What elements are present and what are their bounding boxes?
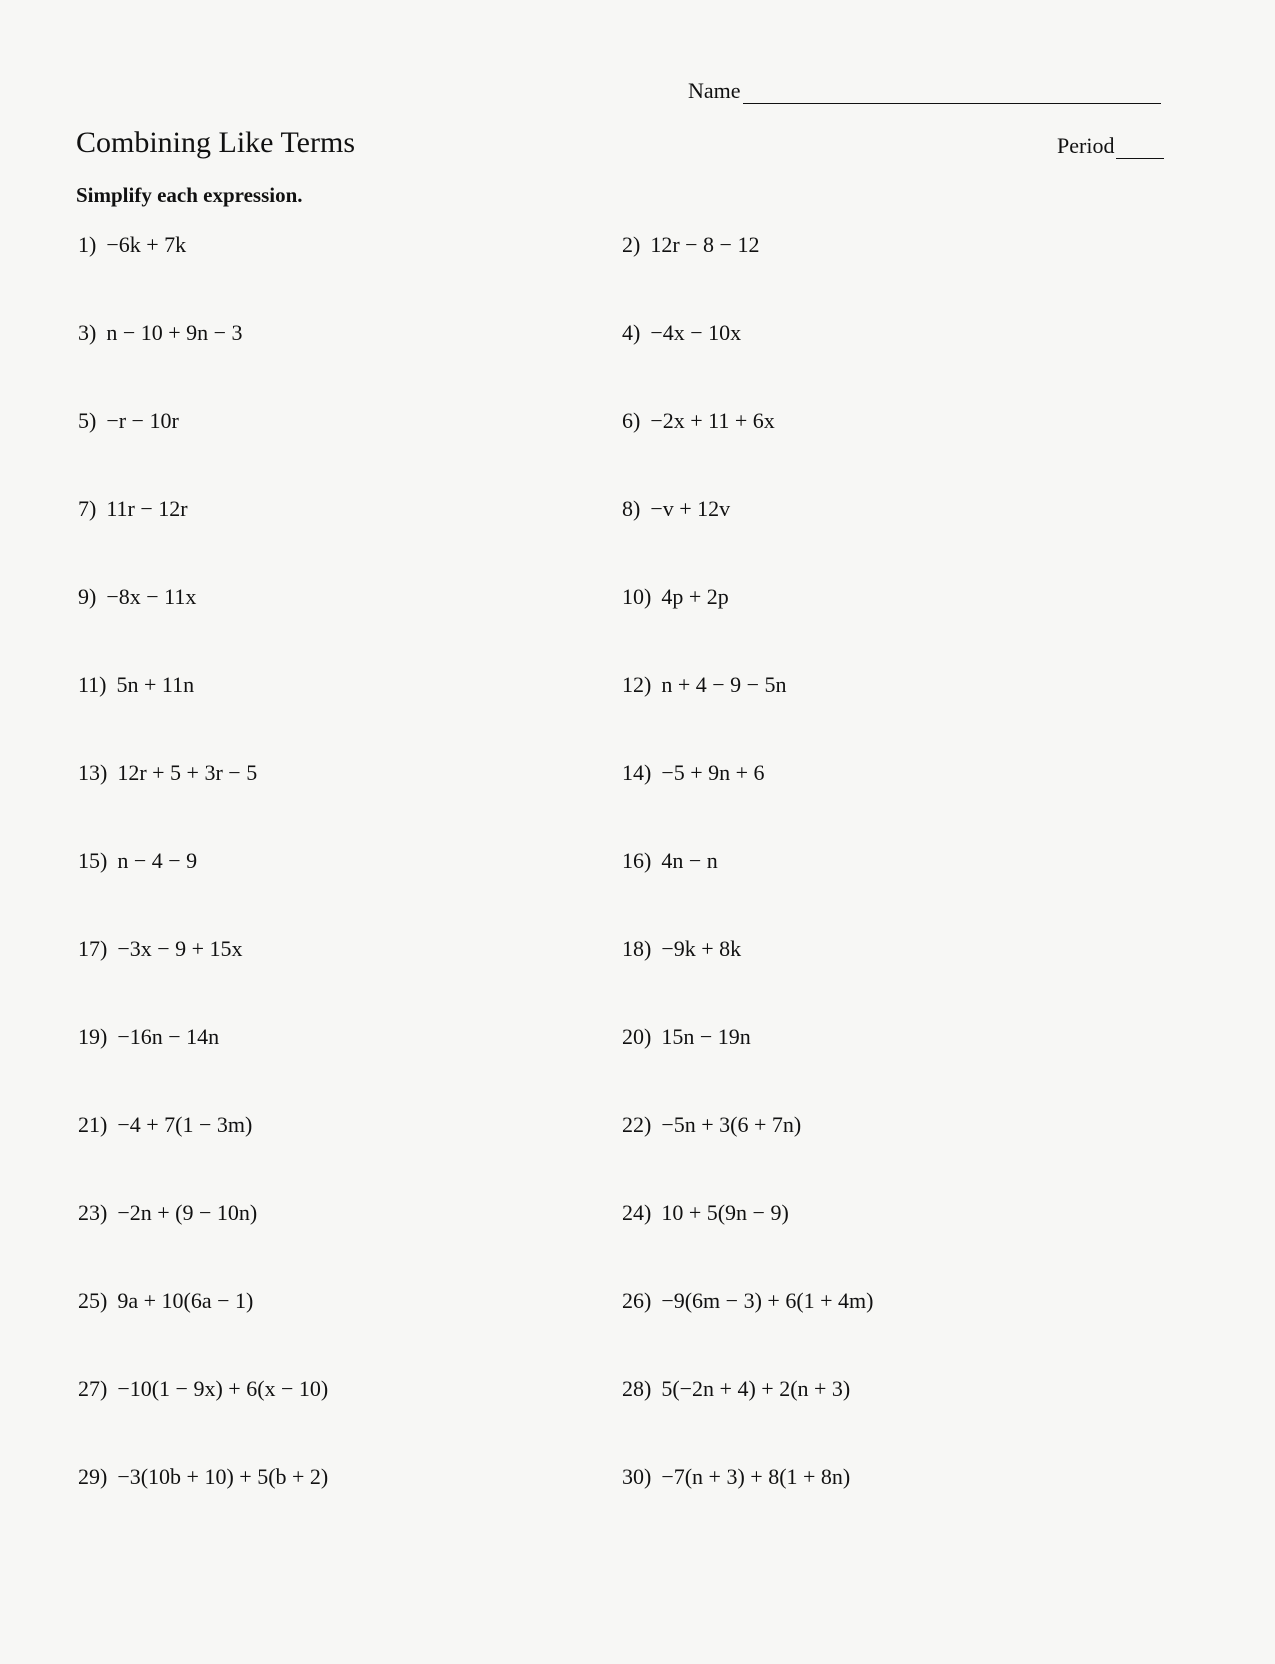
problem-item	[78, 1288, 253, 1314]
problem-expression: 10 + 5(9n − 9)	[661, 1200, 789, 1225]
problem-expression: 4p + 2p	[661, 584, 729, 609]
problem-item	[78, 584, 196, 610]
problem-number: 11)	[78, 672, 107, 697]
name-label: Name	[688, 78, 741, 103]
problem-number: 27)	[78, 1376, 108, 1401]
problem-number: 25)	[78, 1288, 108, 1313]
problem-expression: −2n + (9 − 10n)	[117, 1200, 258, 1225]
problem-expression: −16n − 14n	[117, 1024, 220, 1049]
problem-number: 13)	[78, 760, 108, 785]
problem-expression: −9(6m − 3) + 6(1 + 4m)	[661, 1288, 874, 1313]
problem-item	[78, 672, 194, 698]
problem-item	[622, 408, 775, 434]
problem-item	[78, 848, 197, 874]
problem-item	[622, 1112, 801, 1138]
problem-expression: −5n + 3(6 + 7n)	[661, 1112, 802, 1137]
problem-expression: 4n − n	[661, 848, 718, 873]
problem-item	[622, 760, 765, 786]
problem-item	[622, 584, 729, 610]
problem-item	[78, 1376, 328, 1402]
problem-item	[78, 1200, 257, 1226]
problem-item	[622, 1288, 874, 1314]
problem-expression: 9a + 10(6a − 1)	[117, 1288, 254, 1313]
problem-number: 14)	[622, 760, 652, 785]
problem-number: 24)	[622, 1200, 652, 1225]
problem-expression: −9k + 8k	[661, 936, 742, 961]
problem-item	[78, 936, 243, 962]
problem-number: 30)	[622, 1464, 652, 1489]
problem-item	[622, 1464, 850, 1490]
instructions: Simplify each expression.	[76, 183, 303, 207]
problem-number: 29)	[78, 1464, 108, 1489]
problem-item	[78, 1112, 252, 1138]
problem-number: 5)	[78, 408, 97, 433]
problem-expression: n − 10 + 9n − 3	[106, 320, 243, 345]
problem-item	[622, 1024, 751, 1050]
problem-item	[78, 232, 186, 258]
problem-expression: −2x + 11 + 6x	[650, 408, 775, 433]
problem-expression: 5(−2n + 4) + 2(n + 3)	[661, 1376, 851, 1401]
problem-number: 22)	[622, 1112, 652, 1137]
problem-expression: −3x − 9 + 15x	[117, 936, 243, 961]
problem-item	[622, 320, 741, 346]
problem-expression: −6k + 7k	[106, 232, 187, 257]
problem-number: 3)	[78, 320, 97, 345]
problem-number: 1)	[78, 232, 97, 257]
problem-item	[622, 848, 718, 874]
problem-expression: −10(1 − 9x) + 6(x − 10)	[117, 1376, 329, 1401]
problem-number: 26)	[622, 1288, 652, 1313]
problem-number: 19)	[78, 1024, 108, 1049]
problem-expression: −3(10b + 10) + 5(b + 2)	[117, 1464, 329, 1489]
problem-number: 17)	[78, 936, 108, 961]
problem-number: 2)	[622, 232, 641, 257]
worksheet-title: Combining Like Terms	[76, 126, 355, 159]
problem-number: 16)	[622, 848, 652, 873]
problem-number: 18)	[622, 936, 652, 961]
problem-item	[622, 1200, 789, 1226]
problem-expression: 11r − 12r	[106, 496, 188, 521]
problem-number: 9)	[78, 584, 97, 609]
problem-item	[78, 496, 188, 522]
problem-item	[622, 232, 759, 258]
problem-item	[78, 320, 243, 346]
problem-item	[78, 1464, 328, 1490]
problem-number: 28)	[622, 1376, 652, 1401]
problem-number: 12)	[622, 672, 652, 697]
period-label: Period	[1057, 133, 1115, 158]
problem-number: 15)	[78, 848, 108, 873]
problem-number: 6)	[622, 408, 641, 433]
problem-item	[622, 496, 730, 522]
problem-expression: −v + 12v	[650, 496, 731, 521]
problem-item	[622, 672, 787, 698]
problem-expression: −5 + 9n + 6	[661, 760, 765, 785]
problem-expression: 12r − 8 − 12	[650, 232, 760, 257]
problem-item	[622, 936, 741, 962]
problem-item	[622, 1376, 850, 1402]
problem-expression: −r − 10r	[106, 408, 179, 433]
problem-number: 8)	[622, 496, 641, 521]
problem-number: 10)	[622, 584, 652, 609]
problem-item	[78, 760, 257, 786]
problem-expression: n − 4 − 9	[117, 848, 198, 873]
problem-expression: 5n + 11n	[116, 672, 195, 697]
problem-number: 21)	[78, 1112, 108, 1137]
problem-expression: n + 4 − 9 − 5n	[661, 672, 787, 697]
problem-expression: 15n − 19n	[661, 1024, 751, 1049]
problem-number: 4)	[622, 320, 641, 345]
problem-expression: −4x − 10x	[650, 320, 742, 345]
problem-expression: −4 + 7(1 − 3m)	[117, 1112, 253, 1137]
problem-number: 20)	[622, 1024, 652, 1049]
problem-item	[78, 1024, 219, 1050]
problem-expression: −8x − 11x	[106, 584, 197, 609]
problem-item	[78, 408, 179, 434]
problem-number: 7)	[78, 496, 97, 521]
problem-expression: −7(n + 3) + 8(1 + 8n)	[661, 1464, 851, 1489]
problem-number: 23)	[78, 1200, 108, 1225]
problem-expression: 12r + 5 + 3r − 5	[117, 760, 258, 785]
